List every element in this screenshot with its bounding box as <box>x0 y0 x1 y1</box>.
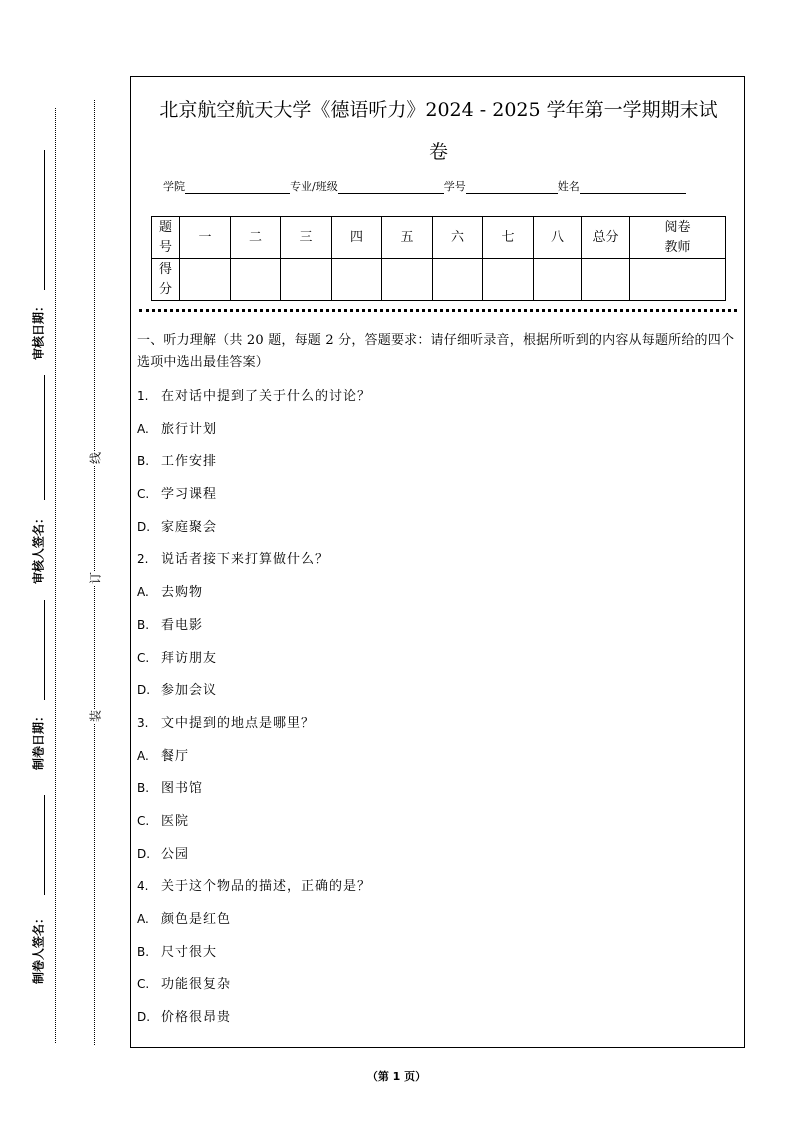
paper-date-line <box>44 600 45 700</box>
total-score-header: 总分 <box>582 217 630 259</box>
question-2 <box>137 543 741 576</box>
option-letter: D. <box>137 519 151 534</box>
page-number: （第 1 页） <box>366 1070 427 1083</box>
answer-option[interactable] <box>137 413 741 446</box>
major-class-label: 专业/班级 <box>290 180 338 193</box>
option-letter: A. <box>137 585 149 600</box>
section-6-header: 六 <box>433 217 483 259</box>
question-list <box>137 380 741 1034</box>
exam-title <box>131 89 746 173</box>
option-text: 拜访朋友 <box>161 650 218 666</box>
section-3-header: 三 <box>281 217 332 259</box>
review-date-line <box>44 150 45 290</box>
score-cell-1[interactable] <box>180 259 231 301</box>
answer-option[interactable] <box>137 805 741 838</box>
score-cell-2[interactable] <box>231 259 281 301</box>
section-5-header: 五 <box>382 217 433 259</box>
option-letter: A. <box>137 421 149 436</box>
answer-option[interactable] <box>137 576 741 609</box>
major-class-field[interactable] <box>338 179 444 194</box>
score-table <box>151 216 726 301</box>
question-4 <box>137 870 741 903</box>
option-letter: B. <box>137 454 150 469</box>
option-letter: B. <box>137 617 150 632</box>
answer-option[interactable] <box>137 936 741 969</box>
score-cell-grader[interactable] <box>630 259 726 301</box>
option-letter: A. <box>137 912 149 926</box>
question-text: 说话者接下来打算做什么？ <box>161 552 330 568</box>
answer-option[interactable] <box>137 609 741 642</box>
exam-title-line2: 卷 <box>428 141 448 163</box>
exam-title-line1: 北京航空航天大学《德语听力》2024 - 2025 学年第一学期期末试 <box>159 99 718 121</box>
option-text: 公园 <box>161 846 190 862</box>
option-text: 看电影 <box>161 617 204 633</box>
question-number: 3. <box>137 715 149 730</box>
answer-option[interactable] <box>137 1001 741 1034</box>
section-1-instructions: 一、听力理解（共 20 题，每题 2 分，答题要求：请仔细听录音，根据所听到的内容从每题所给的四个选项中选出最佳答案） <box>137 333 735 370</box>
option-text: 去购物 <box>161 585 204 601</box>
option-letter: D. <box>137 846 151 861</box>
score-table-header-row <box>152 217 726 259</box>
question-number: 1. <box>137 389 149 403</box>
option-text: 家庭聚会 <box>161 519 218 535</box>
answer-option[interactable] <box>137 642 741 675</box>
answer-option[interactable] <box>137 740 741 773</box>
student-id-label: 学号 <box>443 180 466 193</box>
score-cell-total[interactable] <box>582 259 630 301</box>
option-letter: A. <box>137 748 149 763</box>
answer-option[interactable] <box>137 968 741 1001</box>
option-text: 参加会议 <box>161 683 218 699</box>
option-letter: D. <box>137 683 151 698</box>
section-1-header: 一 <box>180 217 231 259</box>
option-text: 餐厅 <box>161 748 190 764</box>
name-field[interactable] <box>580 179 686 194</box>
section-4-header: 四 <box>332 217 382 259</box>
option-letter: C. <box>137 813 150 828</box>
option-text: 尺寸很大 <box>161 944 218 960</box>
section-separator <box>139 309 737 312</box>
section-2-header: 二 <box>231 217 281 259</box>
score-cell-7[interactable] <box>483 259 534 301</box>
answer-option[interactable] <box>137 445 741 478</box>
option-letter: D. <box>137 1010 151 1025</box>
score-row-label: 得分 <box>152 259 180 301</box>
question-3 <box>137 707 741 740</box>
binding-margin: 审核日期： 审核人签名： 制卷日期： 制卷人签名： 线 订 装 <box>0 0 130 1122</box>
option-text: 价格很昂贵 <box>161 1010 232 1026</box>
option-letter: C. <box>137 977 150 992</box>
section-7-header: 七 <box>483 217 534 259</box>
score-cell-6[interactable] <box>433 259 483 301</box>
question-text: 关于这个物品的描述，正确的是？ <box>161 879 372 895</box>
question-text: 文中提到的地点是哪里？ <box>161 715 316 731</box>
question-number: 4. <box>137 879 149 894</box>
question-1 <box>137 380 741 413</box>
score-cell-5[interactable] <box>382 259 433 301</box>
option-text: 功能很复杂 <box>161 977 232 993</box>
answer-option[interactable] <box>137 674 741 707</box>
name-label: 姓名 <box>557 180 580 193</box>
answer-option[interactable] <box>137 511 741 544</box>
option-text: 旅行计划 <box>161 421 218 437</box>
reviewer-signature-line <box>44 375 45 500</box>
answer-option[interactable] <box>137 838 741 871</box>
score-cell-3[interactable] <box>281 259 332 301</box>
paper-maker-signature-line <box>44 795 45 895</box>
option-text: 学习课程 <box>161 487 218 503</box>
question-number-header: 题号 <box>152 217 180 259</box>
college-label: 学院 <box>163 180 185 193</box>
score-cell-8[interactable] <box>534 259 582 301</box>
option-text: 工作安排 <box>161 454 218 470</box>
student-id-field[interactable] <box>466 179 558 194</box>
answer-option[interactable] <box>137 478 741 511</box>
score-cell-4[interactable] <box>332 259 382 301</box>
binding-margin-dotted-line <box>55 108 56 1043</box>
option-letter: C. <box>137 487 150 502</box>
question-number: 2. <box>137 552 149 567</box>
option-text: 颜色是红色 <box>161 912 232 927</box>
section-8-header: 八 <box>534 217 582 259</box>
option-text: 图书馆 <box>161 781 204 797</box>
college-field[interactable] <box>185 179 290 194</box>
option-letter: C. <box>137 650 150 665</box>
option-letter: B. <box>137 781 150 796</box>
option-text: 医院 <box>161 813 190 829</box>
answer-option[interactable] <box>137 903 741 936</box>
exam-frame <box>130 76 745 1048</box>
section-1-listening <box>137 330 741 1034</box>
answer-option[interactable] <box>137 772 741 805</box>
score-table-score-row <box>152 259 726 301</box>
grader-header: 阅卷教师 <box>630 217 726 259</box>
student-info-row <box>163 174 723 194</box>
option-letter: B. <box>137 944 150 959</box>
question-text: 在对话中提到了关于什么的讨论？ <box>161 389 372 404</box>
